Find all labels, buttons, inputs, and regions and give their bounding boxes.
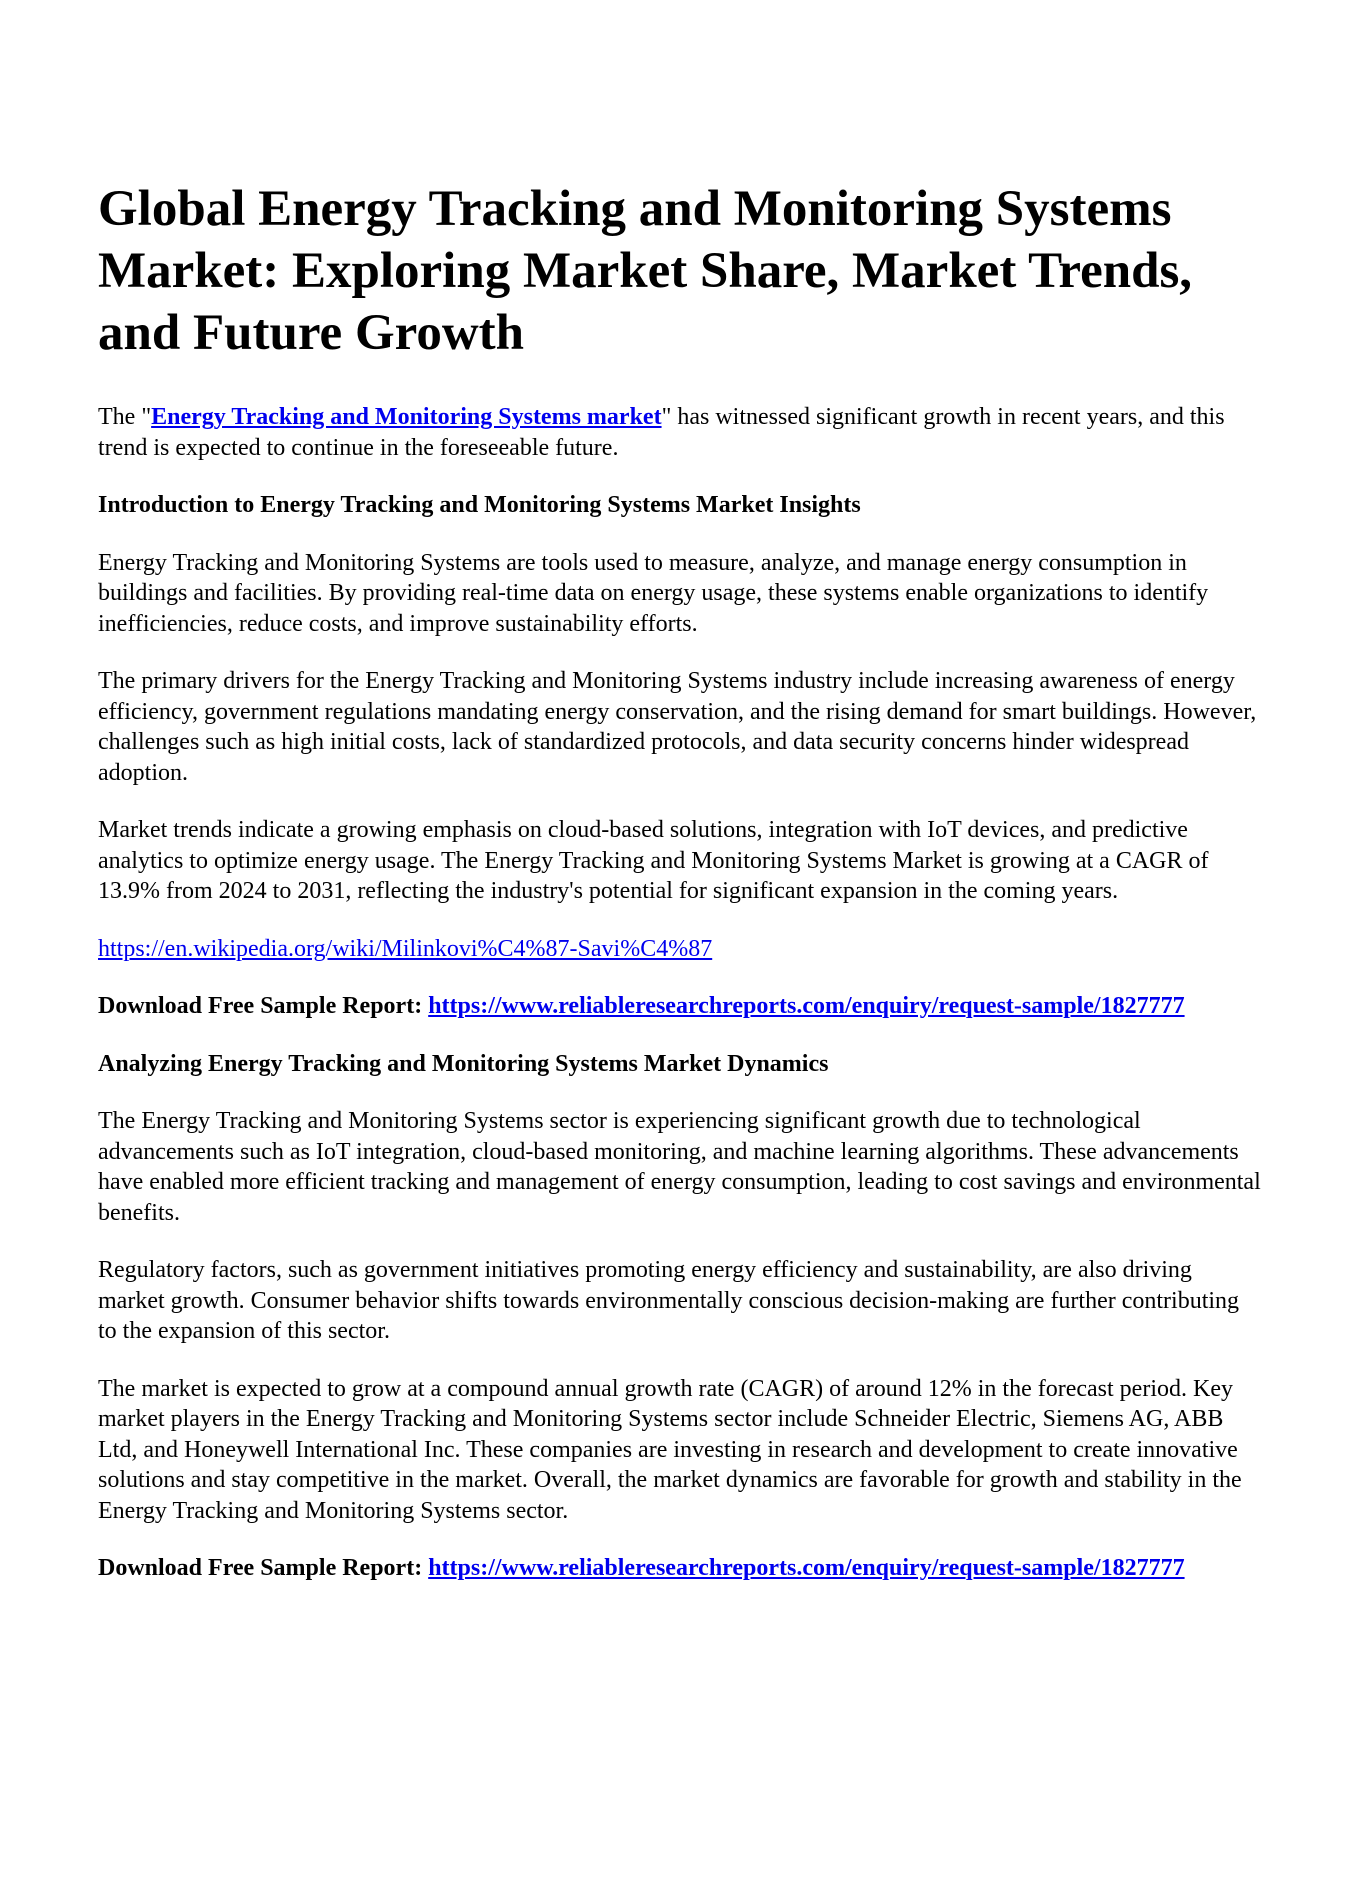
wikipedia-link[interactable]: https://en.wikipedia.org/wiki/Milinkovi%C4%87-Savi%C4%87 (98, 935, 713, 962)
section-heading-dynamics: Analyzing Energy Tracking and Monitoring Systems Market Dynamics (98, 1050, 829, 1077)
download-label: Download Free Sample Report: (98, 993, 429, 1019)
paragraph: Energy Tracking and Monitoring Systems are tools used to measure, analyze, and manage energy consumption in buildings and facilities. By providing real-time data on energy usage, these systems enable organizations to identify inefficiencies, reduce costs, and improve sustainability efforts. (98, 549, 1209, 637)
wiki-link-paragraph (98, 934, 1263, 965)
intro-suffix: " has witnessed significant growth in recent years, and this trend is expected to continue in the foreseeable future. (98, 404, 1225, 461)
document-page (98, 178, 1263, 1611)
paragraph: The primary drivers for the Energy Tracking and Monitoring Systems industry include increasing awareness of energy efficiency, government regulations mandating energy conservation, and the rising demand for smart buildings. However, challenges such as high initial costs, lack of standardized protocols, and data security concerns hinder widespread adoption. (98, 668, 1257, 786)
paragraph: Market trends indicate a growing emphasis on cloud-based solutions, integration with IoT devices, and predictive analytics to optimize energy usage. The Energy Tracking and Monitoring Systems Market is growing at a CAGR of 13.9% from 2024 to 2031, reflecting the industry's potential for significant expansion in the coming years. (98, 817, 1209, 904)
market-link[interactable]: Energy Tracking and Monitoring Systems market (151, 404, 662, 430)
section-heading-insights: Introduction to Energy Tracking and Monitoring Systems Market Insights (98, 492, 861, 518)
download-paragraph (98, 1553, 1263, 1584)
download-label: Download Free Sample Report: (98, 1555, 429, 1581)
intro-prefix: The " (98, 404, 152, 430)
paragraph: The Energy Tracking and Monitoring Systems sector is experiencing significant growth due to technological advancements such as IoT integration, cloud-based monitoring, and machine learning algorithms. These advancements have enabled more efficient tracking and management of energy consumption, leading to cost savings and environmental benefits. (98, 1108, 1261, 1226)
paragraph: Regulatory factors, such as government initiatives promoting energy efficiency and sustainability, are also driving market growth. Consumer behavior shifts towards environmentally conscious decision-making are further contributing to the expansion of this sector. (98, 1257, 1240, 1344)
download-sample-link[interactable]: https://www.reliableresearchreports.com/enquiry/request-sample/1827777 (428, 1555, 1185, 1581)
page-title: Global Energy Tracking and Monitoring Systems Market: Exploring Market Share, Market Trends, and Future Growth (98, 181, 1193, 361)
intro-paragraph (98, 402, 1263, 463)
paragraph: The market is expected to grow at a compound annual growth rate (CAGR) of around 12% in the forecast period. Key market players in the Energy Tracking and Monitoring Systems sector include Schneider Electric, Siemens AG, ABB Ltd, and Honeywell International Inc. These companies are investing in research and development to create innovative solutions and stay competitive in the market. Overall, the market dynamics are favorable for growth and stability in the Energy Tracking and Monitoring Systems sector. (98, 1375, 1242, 1524)
download-sample-link[interactable]: https://www.reliableresearchreports.com/enquiry/request-sample/1827777 (428, 993, 1185, 1019)
download-paragraph (98, 991, 1263, 1022)
